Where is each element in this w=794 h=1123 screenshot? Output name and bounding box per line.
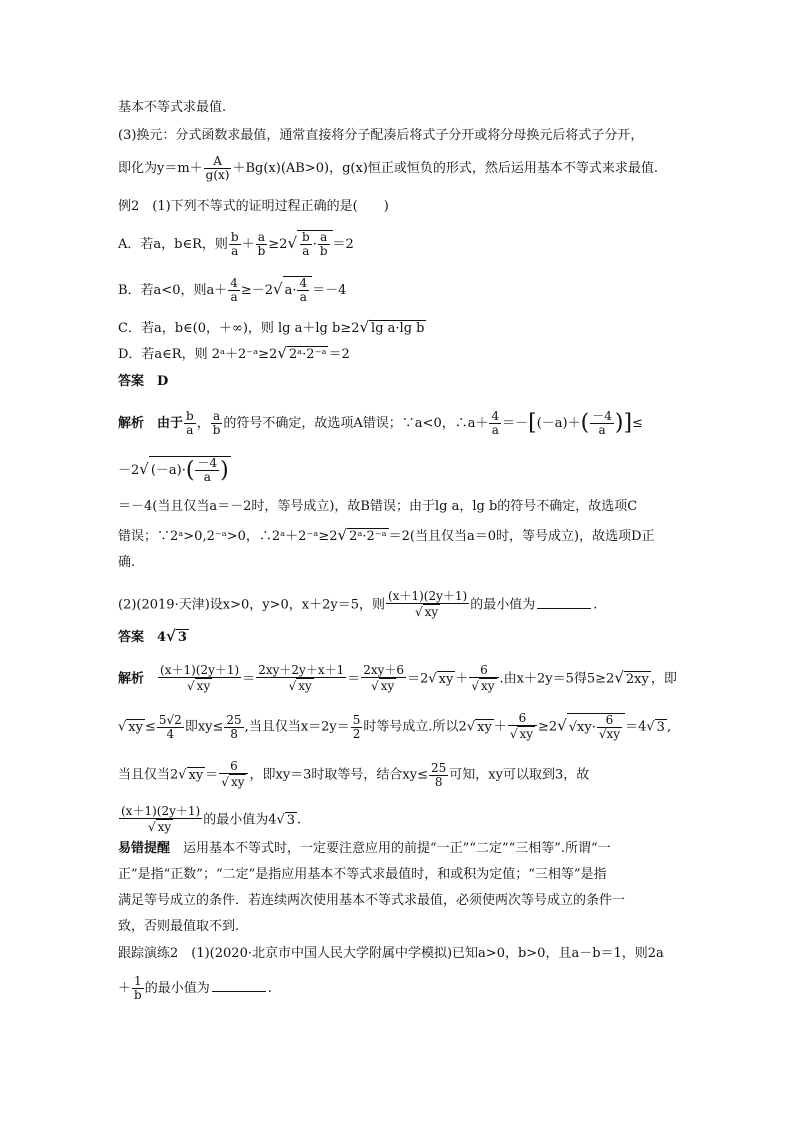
error-note: 易错提醒 运用基本不等式时，一定要注意应用的前提“一正”“二定”“三相等”.所谓“一: [118, 841, 611, 856]
text: ＋Bg(x)(AB>0)，g(x)恒正或恒负的形式，然后运用基本不等式来求最值.: [232, 161, 659, 176]
option-d: D．若a∈R，则 2ᵃ＋2⁻ᵃ≥2√ 2ᵃ·2⁻ᵃ ＝2: [118, 344, 350, 362]
error-note-line: 正”是指“正数”；“二定”是指应用基本不等式求最值时，和或积为定值；“三相等”是指: [118, 867, 607, 882]
fraction: $\frac{A}{g(x)}$: [205, 154, 230, 182]
error-note-line: 致，否则最值取不到.: [118, 919, 240, 934]
solution-line: $\frac{(x+1)(2y+1)}{√ xy}$ 的最小值为4√ 3 .: [121, 804, 302, 834]
solution-line: ＝－4(当且仅当a＝－2时，等号成立)，故B错误；由于lg a，lg b的符号不确定，故选项C: [118, 499, 638, 514]
option-b: B．若a<0，则a＋ $\frac{4}{a}$ ≥－2√ a· $\frac{4}{a}$ ＝－4: [118, 276, 347, 304]
answer-1: 答案 D: [118, 374, 169, 389]
solution-line: 当且仅当2√ xy ＝ $\frac{6}{√ xy}$ ，即xy＝3时取等号，结合xy≤ $\frac{25}{8}$ 可知，xy可以取到3，故: [118, 759, 590, 789]
text: 即化为y＝m＋: [118, 161, 203, 176]
answer-blank[interactable]: [212, 978, 266, 992]
solution-line: 确.: [118, 555, 136, 570]
solution-line: －2√ (－a)·( $\frac{-4}{a}$ ): [118, 456, 229, 484]
follow-up-line: ＋ $\frac{1}{b}$ 的最小值为 .: [118, 974, 272, 1002]
follow-up: 跟踪演练2 (1)(2020·北京市中国人民大学附属中学模拟)已知a>0，b>0，且a－b＝1，则2a: [118, 946, 664, 961]
option-a: A．若a，b∈R，则 $\frac{b}{a}$ ＋ $\frac{a}{b}$ ≥2√ $\frac{b}{a}$ · $\frac{a}{b}$ ＝2: [118, 230, 354, 258]
question-2: (2)(2019·天津)设x>0，y>0，x＋2y＝5，则 $\frac{(x+1)(2y+1)}{√ xy}$ 的最小值为 .: [118, 589, 598, 619]
error-note-line: 满足等号成立的条件．若连续两次使用基本不等式求最值，必须使两次等号成立的条件一: [118, 893, 626, 908]
answer-2: 答案 4√ 3: [118, 627, 187, 645]
solution-line: 解析 由于 $\frac{b}{a}$ ， $\frac{a}{b}$ 的符号不确定，故选项A错误；∵a<0，∴a＋ $\frac{4}{a}$ ＝－[(－a)＋( $\frac{-4}{a}$ )]≤: [118, 409, 643, 437]
solution-line: 解析 $\frac{(x+1)(2y+1)}{√ xy}$ ＝ $\frac{2xy+2y+x+1}{√ xy}$ ＝ $\frac{2xy+6}{√ xy}$ ＝2√ xy ＋ $\frac{6}{√ xy}$ .由x＋2y＝5得5≥2√ 2xy ，即: [118, 663, 677, 693]
example-title: 例2 (1)下列不等式的证明过程正确的是( ): [118, 199, 389, 214]
answer-blank[interactable]: [537, 595, 591, 609]
text-line: (3)换元：分式函数求最值，通常直接将分子配凑后将式子分开或将分母换元后将式子分开，: [118, 128, 644, 143]
text-line: [118, 155, 678, 182]
solution-line: √ xy ≤ $\frac{5√2}{4}$ 即xy≤ $\frac{25}{8}$ ,当且仅当x＝2y＝ $\frac{5}{2}$ 时等号成立.所以2√ xy ＋ $\frac{6}{√ xy}$ ≥2√ √xy· $\frac{6}{√xy}$ ＝4√ 3 ,: [118, 711, 672, 741]
text-line: 基本不等式求最值.: [118, 100, 227, 115]
option-c: C．若a，b∈(0，＋∞)，则 lg a＋lg b≥2√ lg a·lg b: [118, 318, 425, 336]
solution-line: 错误；∵2ᵃ>0,2⁻ᵃ>0，∴2ᵃ＋2⁻ᵃ≥2√ 2ᵃ·2⁻ᵃ ＝2(当且仅当a＝0时，等号成立)，故选项D正: [118, 526, 655, 544]
